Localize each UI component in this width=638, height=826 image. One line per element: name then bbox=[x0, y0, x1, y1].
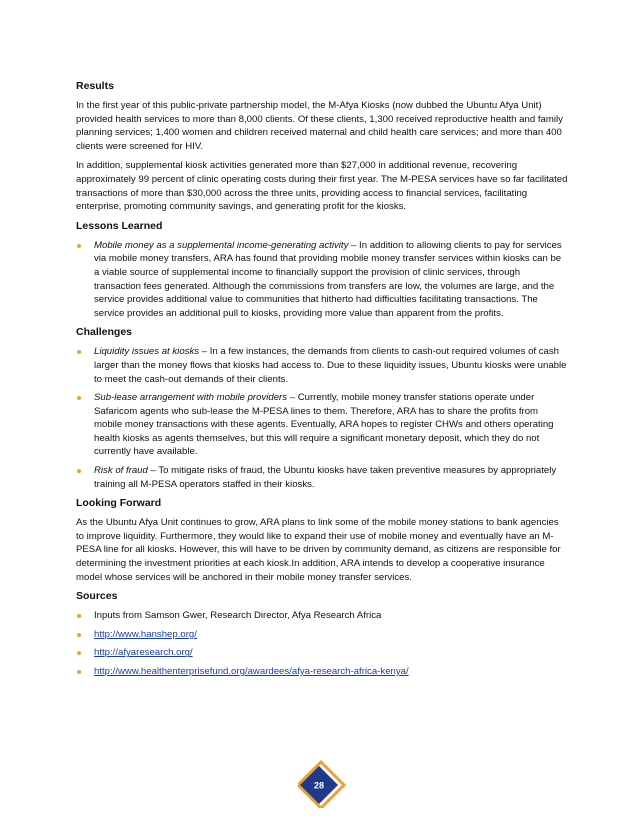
looking-forward-heading: Looking Forward bbox=[76, 497, 162, 510]
list-item-term: Liquidity issues at kiosks bbox=[94, 346, 200, 358]
sources-section bbox=[76, 590, 568, 678]
list-item-term: Mobile money as a supplemental income-generating activity bbox=[94, 239, 349, 251]
source-link-hanshep[interactable]: http://www.hanshep.org/ bbox=[94, 628, 197, 640]
list-item bbox=[76, 609, 568, 623]
source-link-healthenterprisefund[interactable]: http://www.healthenterprisefund.org/awardees/afya-research-africa-kenya/ bbox=[94, 666, 409, 677]
challenges-list bbox=[76, 345, 568, 491]
bullet-icon bbox=[77, 396, 81, 400]
looking-forward-section bbox=[76, 497, 568, 584]
list-item-term: Sub-lease arrangement with mobile providers bbox=[94, 392, 288, 404]
looking-forward-paragraph: As the Ubuntu Afya Unit continues to grow, ARA plans to link some of the mobile money stations to bank agencies to improve liquidity. Furthermore, they would like to expand their use of mobile money and eventually have an M-PESA line for all kiosks. However, this will have to be driven by community demand, as citizens are responsible for determining the investment priorities at each kiosk.In addition, ARA intends to develop a cooperative insurance model whose services will be anchored in their mobile money transfer services. bbox=[76, 517, 561, 583]
bullet-icon bbox=[77, 469, 81, 473]
bullet-icon bbox=[77, 244, 81, 248]
bullet-icon bbox=[77, 350, 81, 354]
lessons-section bbox=[76, 220, 568, 321]
list-item bbox=[76, 628, 568, 642]
bullet-icon bbox=[77, 633, 81, 637]
challenges-heading: Challenges bbox=[76, 326, 133, 339]
list-item-text: – Currently, mobile money transfer stations operate under Safaricom agents who sub-lease the M-PESA lines to them. Therefore, ARA has to share the profits from mobile money transactions with these agents. Eventually, ARA hopes to register CHWs and others operating health kiosks as agents themselves, but this will require a significant monetary deposit, which they do not currently have available. bbox=[94, 392, 554, 458]
list-item-text: – To mitigate risks of fraud, the Ubuntu kiosks have taken preventive measures by appropriately training all M-PESA operators staffed in their kiosks. bbox=[94, 465, 557, 490]
results-heading: Results bbox=[76, 80, 114, 92]
bullet-icon bbox=[77, 614, 81, 618]
list-item bbox=[76, 391, 568, 459]
sources-list bbox=[76, 609, 568, 678]
lessons-list bbox=[76, 239, 568, 321]
challenges-section bbox=[76, 326, 568, 491]
results-section bbox=[76, 80, 568, 214]
document-body bbox=[76, 80, 568, 685]
list-item bbox=[76, 345, 568, 386]
lessons-heading: Lessons Learned bbox=[76, 219, 163, 232]
list-item-text: – In a few instances, the demands from clients to cash-out required volumes of cash larger than the money flows that kiosks had access to. Due to these liquidity issues, Ubuntu kiosks were unable to meet the cash-out demands of their clients. bbox=[94, 346, 567, 385]
bullet-icon bbox=[77, 670, 81, 674]
sources-heading: Sources bbox=[76, 590, 118, 603]
list-item-text: – In addition to allowing clients to pay for services via mobile money transfers, ARA has found that providing mobile money transfer services within kiosks can be a viable source of supplemental income to financially support the provision of clinic services, through transaction fees generated. Although the commissions from transfers are low, the volumes are large, and the service provides additional value to communities that hitherto had difficulties facilitating transactions. The service provides an additional pull to kiosks, providing more value than apparent from the profits. bbox=[94, 239, 562, 319]
page-number-badge bbox=[298, 758, 348, 808]
results-paragraph-2: In addition, supplemental kiosk activities generated more than $27,000 in additional revenue, recovering approximately 99 percent of clinic operating costs during their first year. The M-PESA services have so far facilitated transactions of more than $30,000 across the three units, providing access to financial services, facilitating enterprise, promoting community savings, and generating profit for the kiosks. bbox=[76, 160, 568, 213]
list-item bbox=[76, 464, 568, 491]
list-item-term: Risk of fraud bbox=[94, 465, 148, 477]
source-link-afyaresearch[interactable]: http://afyaresearch.org/ bbox=[94, 647, 193, 659]
page-number: 28 bbox=[313, 780, 325, 791]
list-item bbox=[76, 239, 568, 321]
bullet-icon bbox=[77, 651, 81, 655]
list-item bbox=[76, 646, 568, 660]
list-item bbox=[76, 665, 568, 679]
source-text: Inputs from Samson Gwer, Research Director, Afya Research Africa bbox=[94, 610, 382, 622]
results-paragraph-1: In the first year of this public-private partnership model, the M-Afya Kiosks (now dubbed the Ubuntu Afya Unit) provided health services to more than 8,000 clients. Of these clients, 1,300 received reproductive health and family planning services; 1,400 women and children received maternal and child health care services; and more than 400 clients were screened for HIV. bbox=[76, 100, 563, 152]
